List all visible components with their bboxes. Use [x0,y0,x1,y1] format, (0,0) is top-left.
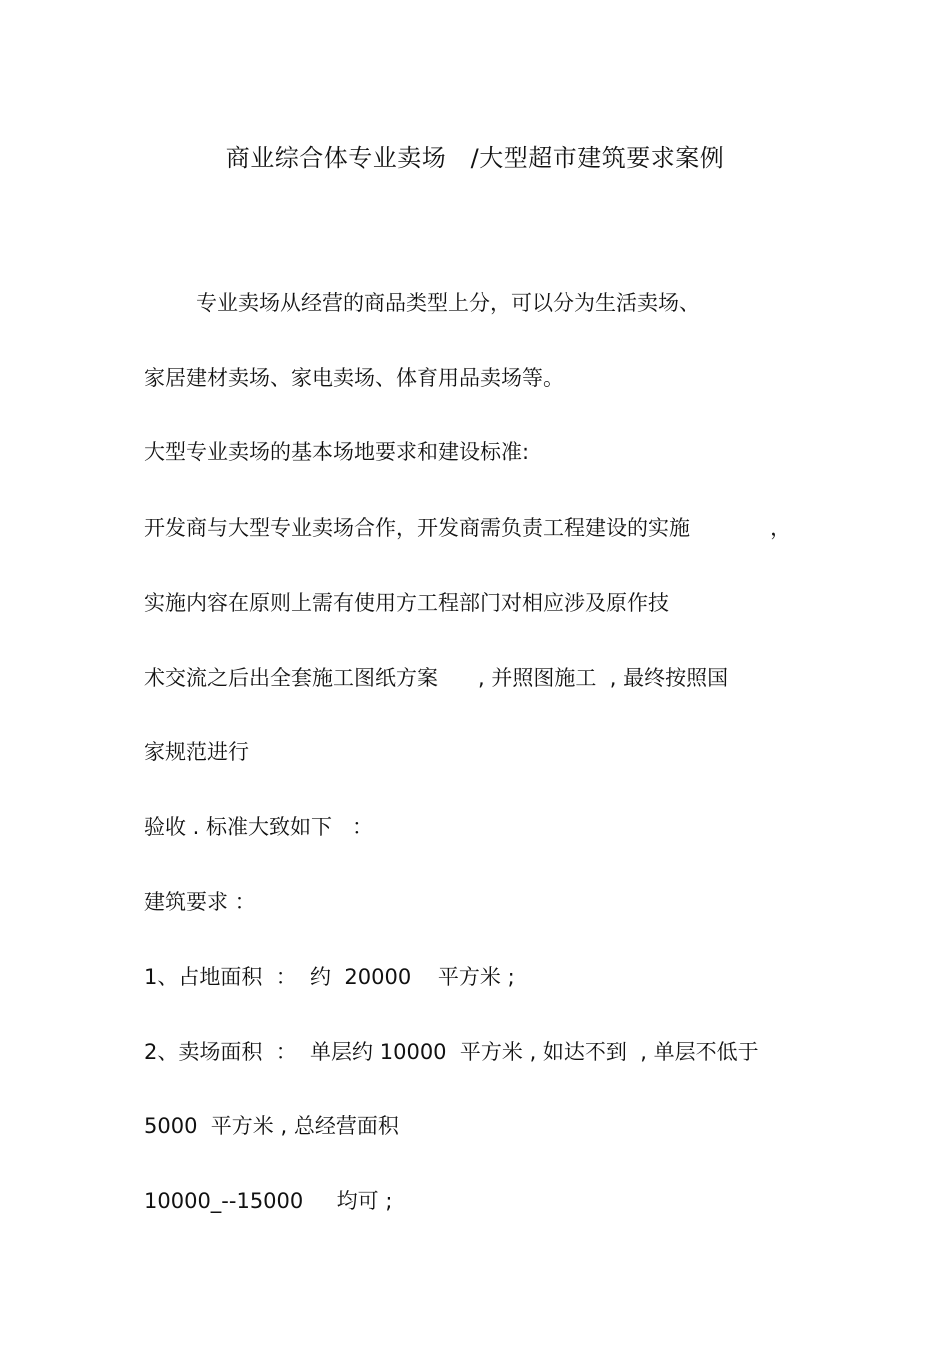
paragraph-line-3: 大型专业卖场的基本场地要求和建设标准: [144,440,530,464]
paragraph-line-9: 建筑要求 ： [144,890,256,914]
paragraph-line-1: 专业卖场从经营的商品类型上分，可以分为生活卖场、 [196,291,700,315]
paragraph-line-12: 5000 平方米 , 总经营面积 [144,1114,399,1138]
paragraph-line-8: 验收 . 标准大致如下 ： [144,815,374,839]
paragraph-line-13: 10000_--15000 均可 ; [144,1189,393,1213]
document-title: 商业综合体专业卖场 /大型超市建筑要求案例 [225,144,725,172]
paragraph-line-2: 家居建材卖场、家电卖场、体育用品卖场等。 [144,366,564,390]
paragraph-line-11: 2、卖场面积 ： 单层约 10000 平方米 , 如达不到 , 单层不低于 [144,1040,759,1064]
paragraph-line-7: 家规范进行 [144,740,249,764]
paragraph-line-5: 实施内容在原则上需有使用方工程部门对相应涉及原作技 [144,591,669,615]
paragraph-line-10: 1、占地面积 ： 约 20000 平方米 ; [144,965,515,989]
paragraph-line-4: 开发商与大型专业卖场合作，开发商需负责工程建设的实施 ， [144,516,792,540]
paragraph-line-6: 术交流之后出全套施工图纸方案 , 并照图施工 , 最终按照国 [144,666,729,690]
